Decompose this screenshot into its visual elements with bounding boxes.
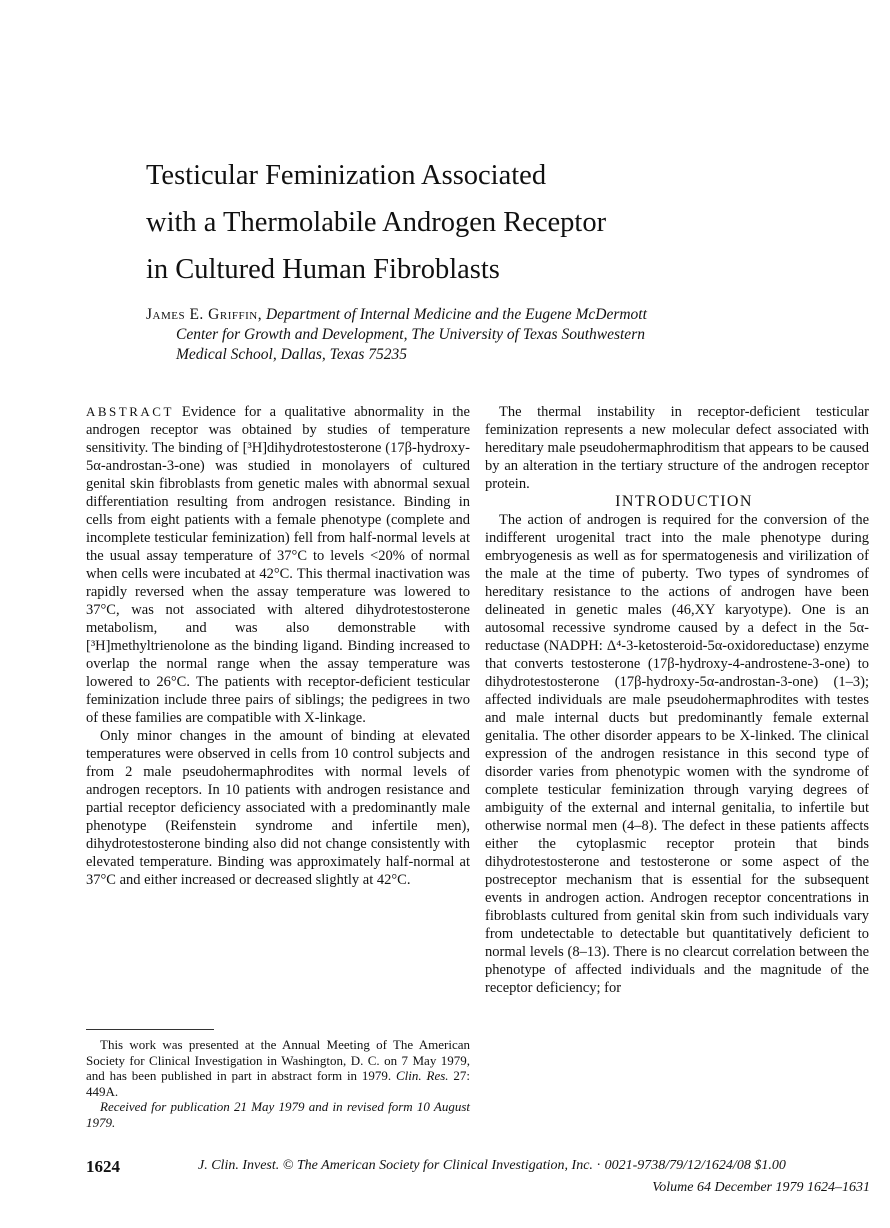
abstract-paragraph: Only minor changes in the amount of binding at elevated temperatures were observed in cells from 10 control subjects and from 2 male pseudohermaphrodites with normal levels of androgen receptors. In 10 patients with androgen resistance and partial receptor deficiency associated with a predominantly male phenotype (Reifenstein syndrome and infertile men), dihydrotestosterone binding also did not change consistently with elevated temperature. Binding was approximately half-normal at 37°C and either increased or decreased slightly at 42°C. [86,728,470,888]
issn: 0021-9738/79/12/1624/08 [604,1158,751,1173]
page-number: 1624 [86,1157,120,1176]
section-heading-introduction: INTRODUCTION [615,493,753,510]
affiliation-line: Medical School, Dallas, Texas 75235 [176,346,408,363]
title-line: in Cultured Human Fibroblasts [146,254,500,285]
author-block [146,305,866,365]
volume-info: Volume 64 December 1979 1624–1631 [652,1180,870,1195]
title-line: Testicular Feminization Associated [146,160,547,191]
author-name: James E. Griffin, [146,306,263,323]
footnote-received: Received for publication 21 May 1979 and in revised form 10 August 1979. [86,1099,470,1130]
affiliation-line: Department of Internal Medicine and the Eugene McDermott [265,306,647,323]
footnote-presentation: This work was presented at the Annual Meeting of The American Society for Clinical Investigation in Washington, D. C. on 7 May 1979, and has been published in part in abstract form in 1979. Clin. Res. 27: 449A. [86,1037,471,1099]
article-title [146,152,806,293]
abstract-heading: ABSTRACT [86,404,174,419]
affiliation-line: Center for Growth and Development, The University of Texas Southwestern [176,326,645,343]
journal-citation [198,1158,870,1174]
journal-name: J. Clin. Invest. © The American Society for Clinical Investigation, Inc. [198,1158,593,1173]
citation-volume: 27: 449A. [86,1068,471,1099]
separator-dot: · [596,1158,602,1173]
abstract-paragraph: The thermal instability in receptor-deficient testicular feminization represents a new molecular defect associated with hereditary male pseudohermaphroditism that appears to be caused by an alteration in the tertiary structure of the androgen receptor protein. [485,404,869,492]
right-column [485,403,869,997]
title-line: with a Thermolabile Androgen Receptor [146,207,607,238]
abstract-paragraph [86,403,470,727]
citation-journal: Clin. Res. [396,1068,449,1083]
footnotes [86,1037,470,1130]
price: $1.00 [754,1158,786,1173]
abstract-text: Evidence for a qualitative abnormality in the androgen receptor was obtained by studies of temperature sensitivity. The binding of [³H]dihydrotestosterone (17β-hydroxy-5α-androstan-3-one) was studied in monolayers of cultured genital skin fibroblasts from genetic males with abnormal sexual differentiation resulting from androgen resistance. Binding in cells from eight patients with a female phenotype (complete and incomplete testicular feminization) fell from half-normal levels at the usual assay temperature of 37°C to levels <20% of normal when cells were incubated at 42°C. This thermal inactivation was rapidly reversed when the assay temperature was lowered to 37°C, was not associated with altered dihydrotestosterone metabolism, and was also demonstrable with [³H]methyltrienolone as the binding ligand. Binding increased to overlap the normal range when the assay temperature was lowered to 26°C. The patients with receptor-deficient testicular feminization include three pairs of siblings; the pedigrees in two of these families are compatible with X-linkage. [86,404,470,726]
left-column [86,403,470,889]
introduction-paragraph: The action of androgen is required for the conversion of the indifferent urogenital tract into the male phenotype during embryogenesis as well as for spermatogenesis and virilization of the male at the time of puberty. Two types of syndromes of hereditary resistance to the actions of androgen have been delineated in genetic males (46,XY karyotype). One is an autosomal recessive syndrome caused by a defect in the 5α-reductase (NADPH: Δ⁴-3-ketosteroid-5α-oxidoreductase) enzyme that converts testosterone (17β-hydroxy-4-androstene-3-one) to dihydrotestosterone (17β-hydroxy-5α-androstan-3-one) (1–3); affected individuals are male pseudohermaphrodites with testes and male internal ducts but predominantly female external genitalia. The other disorder appears to be X-linked. The clinical expression of the androgen resistance in this second type of disorder varies from phenotypic women with the syndrome of complete testicular feminization through varying degrees of ambiguity of the external and internal genitalia, to infertile but otherwise normal men (4–8). The defect in these patients affects either the cytoplasmic receptor protein that binds dihydrotestosterone and testosterone or some aspect of the postreceptor mechanism that is essential for the subsequent events in androgen action. Androgen receptor concentrations in fibroblasts cultured from genital skin from such individuals vary from undetectable to detectable but quantitatively deficient to normal levels (8–13). There is no clearcut correlation between the phenotype of affected individuals and the magnitude of the receptor deficiency; for [485,512,869,996]
footnote-divider [86,1029,214,1030]
